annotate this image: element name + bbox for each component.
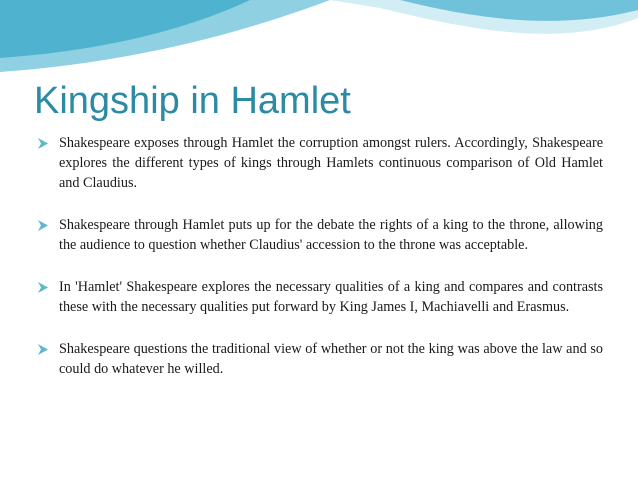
bullet-text: Shakespeare exposes through Hamlet the corruption amongst rulers. Accordingly, Shakespeare explores the different types of kings through Hamlets continuous comparison of Old Hamlet and Claudius. xyxy=(59,135,603,191)
bullet-text: In 'Hamlet' Shakespeare explores the necessary qualities of a king and compares and contrasts these with the necessary qualities put forward by King James I, Machiavelli and Erasmus. xyxy=(59,279,603,315)
bullet-text: Shakespeare through Hamlet puts up for the debate the rights of a king to the throne, allowing the audience to question whether Claudius' accession to the throne was acceptable. xyxy=(59,217,603,253)
bullet-item xyxy=(37,215,603,255)
bullet-item xyxy=(37,277,603,317)
slide-title: Kingship in Hamlet xyxy=(34,80,351,122)
arrowhead-bullet-icon xyxy=(38,344,48,355)
arrowhead-bullet-icon xyxy=(38,138,48,149)
bullet-text: Shakespeare questions the traditional view of whether or not the king was above the law and so could do whatever he willed. xyxy=(59,341,603,377)
bullet-list xyxy=(37,133,603,401)
bullet-item xyxy=(37,339,603,379)
header-wave-decoration xyxy=(0,0,638,80)
bullet-item xyxy=(37,133,603,193)
arrowhead-bullet-icon xyxy=(38,282,48,293)
arrowhead-bullet-icon xyxy=(38,220,48,231)
